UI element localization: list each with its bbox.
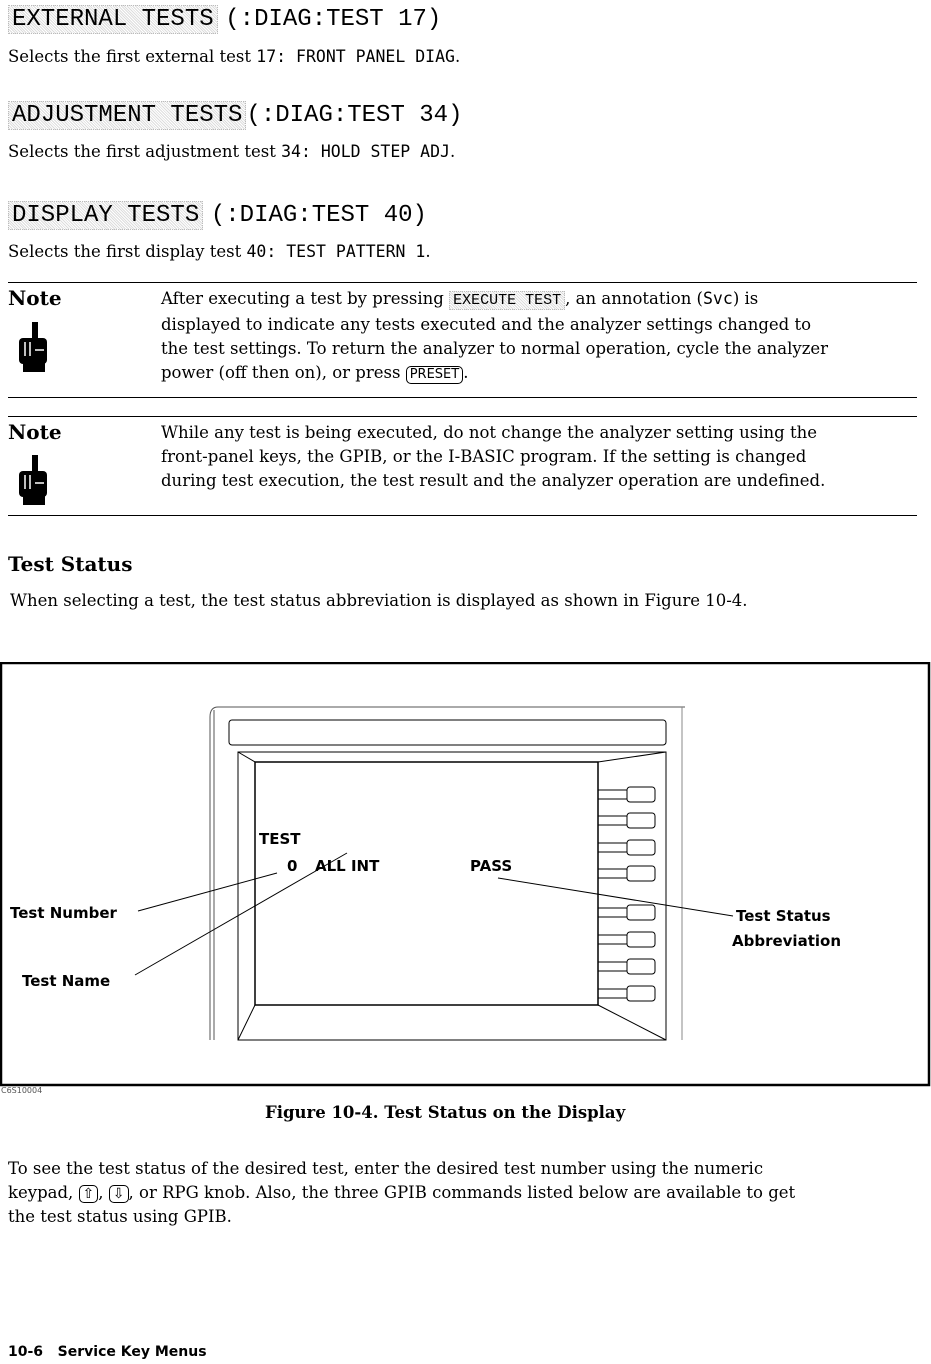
section-desc-adjustment: Selects the first adjustment test 34: HOLD STEP ADJ.: [8, 142, 456, 161]
screen-test-status: PASS: [470, 857, 513, 875]
figure-id: C6S10004: [1, 1086, 43, 1095]
callout-test-number: Test Number: [10, 904, 117, 922]
softkey-display-tests: DISPLAY TESTS: [8, 201, 203, 230]
pointing-hand-icon: [17, 322, 51, 374]
section-desc-display: Selects the first display test 40: TEST PATTERN 1.: [8, 242, 431, 261]
test-status-heading: Test Status: [8, 552, 133, 576]
up-arrow-key: ⇧: [79, 1185, 99, 1203]
note-title: Note: [8, 420, 62, 444]
test-status-text: When selecting a test, the test status abbreviation is displayed as shown in Figure 10-4.: [10, 591, 748, 610]
pointing-hand-icon: [17, 455, 51, 507]
section-heading-adjustment: ADJUSTMENT TESTS (:DIAG:TEST 34): [8, 99, 462, 129]
softkey-adjustment-tests: ADJUSTMENT TESTS: [8, 101, 246, 130]
paragraph: To see the test status of the desired test, enter the desired test number using the numeric keypad, ⇧ , ⇩ , or RPG knob. Also, the three GPIB commands listed below are available to get the test status using GPIB.: [8, 1159, 796, 1226]
softkey-execute-test: EXECUTE TEST: [449, 291, 565, 310]
softkey-buttons: [598, 787, 655, 1001]
callout-test-name: Test Name: [22, 972, 111, 990]
screen-test-name: ALL INT: [315, 857, 380, 875]
down-arrow-key: ⇩: [109, 1185, 129, 1203]
divider: [8, 397, 917, 398]
preset-key: PRESET: [406, 366, 464, 384]
section-heading-display: DISPLAY TESTS (:DIAG:TEST 40): [8, 199, 427, 229]
screen-test-label: TEST: [259, 830, 301, 848]
note1-text: After executing a test by pressing EXECUTE TEST , an annotation (Svc) is displayed to indicate any tests executed and the analyzer settings changed to the test settings. To return the analyzer to normal operation, cycle the analyzer power (off then on), or press PRESET .: [161, 289, 829, 382]
note2-text: While any test is being executed, do not change the analyzer setting using the front-panel keys, the GPIB, or the I-BASIC program. If the setting is changed during test execution, the test result and the analyzer operation are undefined.: [161, 423, 826, 490]
callout-test-status: Test Status: [736, 907, 831, 925]
divider: [8, 515, 917, 516]
softkey-external-tests: EXTERNAL TESTS: [8, 5, 218, 34]
divider: [8, 282, 917, 283]
figure-caption: Figure 10-4. Test Status on the Display: [265, 1103, 626, 1122]
screen-test-number: 0: [287, 857, 298, 875]
page-footer: 10-6 Service Key Menus: [8, 1344, 207, 1360]
section-desc-external: Selects the first external test 17: FRONT PANEL DIAG.: [8, 47, 461, 66]
section-heading-external: EXTERNAL TESTS (:DIAG:TEST 17): [8, 3, 441, 33]
note-title: Note: [8, 286, 62, 310]
figure-display: [0, 662, 931, 1087]
divider: [8, 416, 917, 417]
callout-abbreviation: Abbreviation: [732, 932, 841, 950]
